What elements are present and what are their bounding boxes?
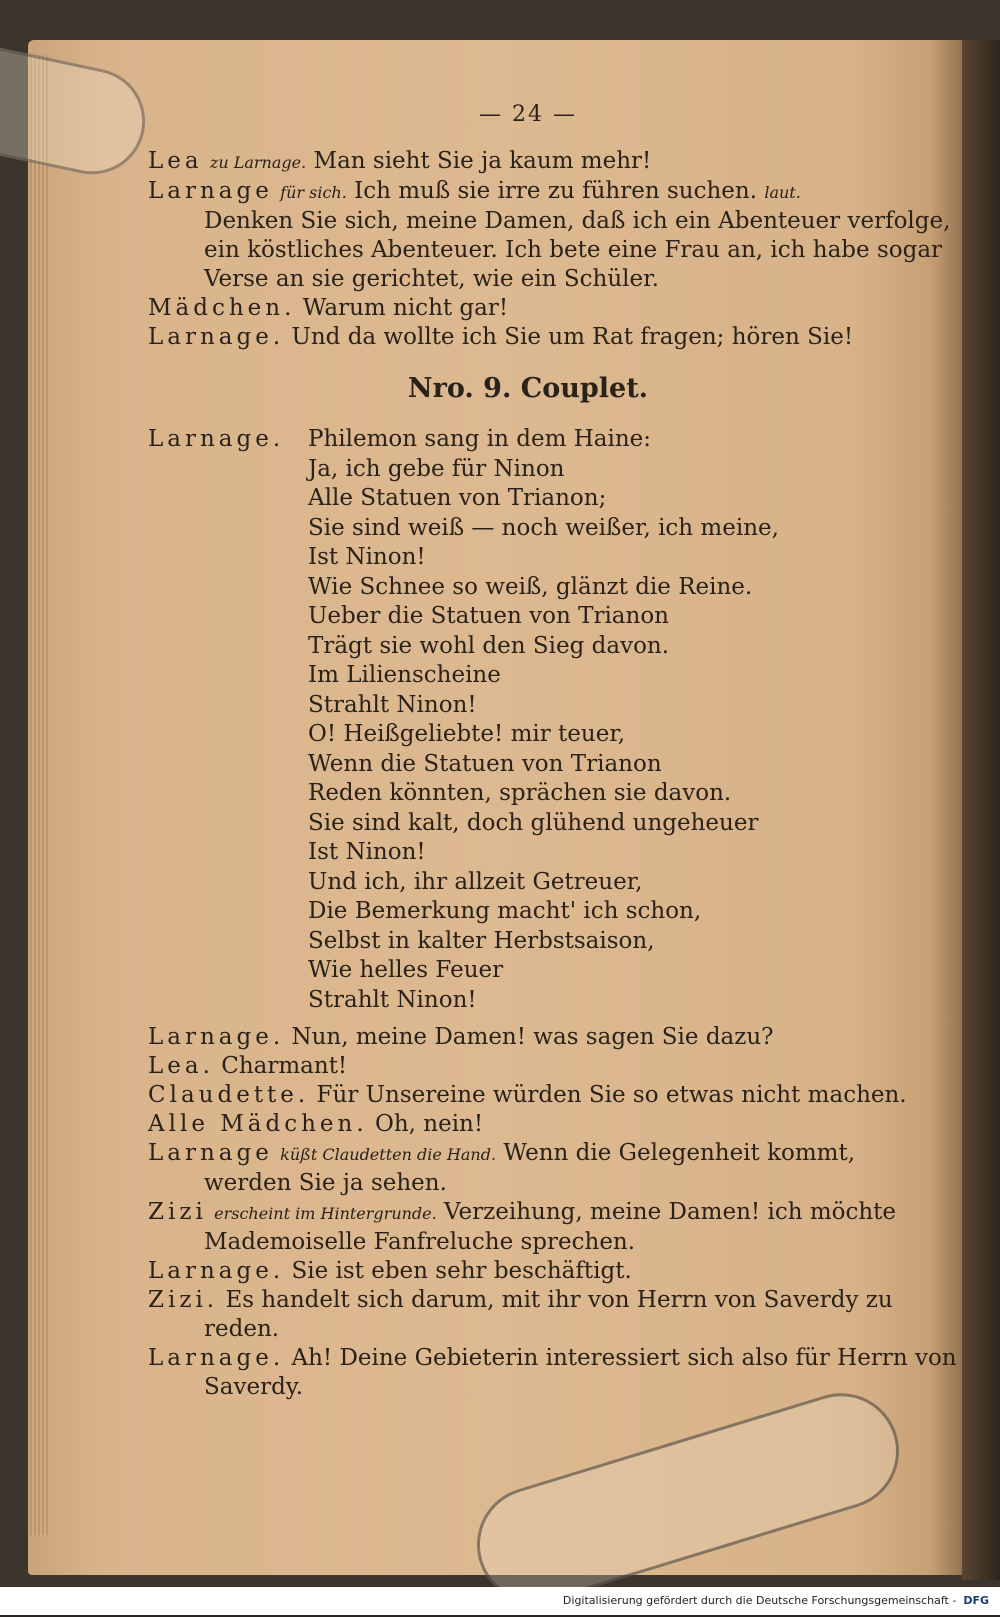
dialogue-continuation: Verse an sie gerichtet, wie ein Schüler. (148, 265, 908, 294)
verse-line: Sie sind kalt, doch glühend ungeheuer (308, 809, 908, 839)
verse-line: O! Heißgeliebte! mir teuer, (308, 720, 908, 750)
speaker: Claudette. (148, 1082, 309, 1108)
speaker: Mädchen. (148, 295, 295, 321)
speaker: Zizi. (148, 1287, 218, 1313)
dialogue-line (148, 1286, 908, 1315)
verse-line: Im Lilienscheine (308, 661, 908, 691)
dialogue-line (148, 294, 908, 323)
dialogue-line (148, 1081, 908, 1110)
stage-direction: für sich. (280, 183, 347, 202)
stage-direction: zu Larnage. (210, 153, 306, 172)
dialogue-text: Ich muß sie irre zu führen suchen. (354, 178, 757, 204)
dialogue-line (148, 1344, 908, 1373)
verse-line: Und ich, ihr allzeit Getreuer, (308, 868, 908, 898)
dialogue-line (148, 1052, 908, 1081)
post-song-dialogue (148, 1023, 908, 1402)
speaker: Larnage. (148, 1024, 284, 1050)
speaker: Larnage. (148, 1345, 284, 1371)
speaker: Zizi (148, 1199, 207, 1225)
dialogue-text: Charmant! (221, 1053, 347, 1079)
dialogue-line (148, 1257, 908, 1286)
dfg-logo: DFG (960, 1593, 992, 1608)
dialogue-line (148, 1023, 908, 1052)
pre-song-dialogue (148, 147, 908, 352)
speaker: Lea. (148, 1053, 214, 1079)
verse-line: Die Bemerkung macht' ich schon, (308, 897, 908, 927)
book-spine (962, 40, 1000, 1580)
dialogue-line (148, 147, 908, 177)
dialogue-text: Es handelt sich darum, mit ihr von Herrn von Saverdy zu (225, 1287, 892, 1313)
stage-direction: erscheint im Hintergrunde. (214, 1204, 437, 1223)
dialogue-text: Man sieht Sie ja kaum mehr! (314, 148, 652, 174)
dialogue-continuation: Denken Sie sich, meine Damen, daß ich ein Abenteuer verfolge, (148, 207, 908, 236)
dialogue-text: Für Unsereine würden Sie so etwas nicht machen. (317, 1082, 907, 1108)
song-title: Nro. 9. Couplet. (148, 374, 908, 403)
dialogue-line (148, 1198, 908, 1228)
dialogue-text: Oh, nein! (375, 1111, 483, 1137)
dialogue-text: Ah! Deine Gebieterin interessiert sich also für Herrn von (291, 1345, 956, 1371)
dialogue-line (148, 177, 908, 207)
verse-line: Alle Statuen von Trianon; (308, 484, 908, 514)
verse-line: Wie Schnee so weiß, glänzt die Reine. (308, 573, 908, 603)
dialogue-text: Warum nicht gar! (303, 295, 508, 321)
dialogue-text: Nun, meine Damen! was sagen Sie dazu? (291, 1024, 773, 1050)
speaker: Lea (148, 148, 203, 174)
song-verse-block (148, 425, 908, 1015)
verse-line: Wie helles Feuer (308, 956, 908, 986)
song-speaker: Larnage. (148, 425, 284, 454)
dialogue-continuation: Saverdy. (148, 1373, 908, 1402)
verse-line: Ist Ninon! (308, 543, 908, 573)
dialogue-line (148, 323, 908, 352)
page-number: — 24 — (148, 100, 908, 129)
verse-line: Selbst in kalter Herbstsaison, (308, 927, 908, 957)
dialogue-line (148, 1139, 908, 1169)
dialogue-continuation: Mademoiselle Fanfreluche sprechen. (148, 1228, 908, 1257)
dialogue-continuation: reden. (148, 1315, 908, 1344)
speaker: Larnage. (148, 1258, 284, 1284)
verse-line: Trägt sie wohl den Sieg davon. (308, 632, 908, 662)
stage-direction: küßt Claudetten die Hand. (280, 1145, 496, 1164)
dialogue-continuation: werden Sie ja sehen. (148, 1169, 908, 1198)
song-lyrics (148, 425, 908, 1015)
dialogue-text: Wenn die Gelegenheit kommt, (503, 1140, 855, 1166)
speaker: Larnage. (148, 324, 284, 350)
verse-line: Philemon sang in dem Haine: (308, 425, 908, 455)
verse-line: Strahlt Ninon! (308, 986, 908, 1016)
dialogue-line (148, 1110, 908, 1139)
dialogue-text: Verzeihung, meine Damen! ich möchte (444, 1199, 896, 1225)
verse-line: Wenn die Statuen von Trianon (308, 750, 908, 780)
dialogue-text: Sie ist eben sehr beschäftigt. (291, 1258, 631, 1284)
footer-text: Digitalisierung gefördert durch die Deutsche Forschungsgemeinschaft - (563, 1594, 956, 1607)
speaker: Larnage (148, 178, 273, 204)
dialogue-text: Und da wollte ich Sie um Rat fragen; hören Sie! (291, 324, 853, 350)
stage-direction: laut. (764, 183, 800, 202)
page-content (148, 100, 908, 1402)
speaker: Alle Mädchen. (148, 1111, 368, 1137)
speaker: Larnage (148, 1140, 273, 1166)
funding-footer (563, 1587, 992, 1613)
verse-line: Ist Ninon! (308, 838, 908, 868)
page-edges (30, 55, 48, 1535)
verse-line: Reden könnten, sprächen sie davon. (308, 779, 908, 809)
verse-line: Ueber die Statuen von Trianon (308, 602, 908, 632)
verse-line: Ja, ich gebe für Ninon (308, 455, 908, 485)
verse-line: Strahlt Ninon! (308, 691, 908, 721)
verse-line: Sie sind weiß — noch weißer, ich meine, (308, 514, 908, 544)
dialogue-continuation: ein köstliches Abenteuer. Ich bete eine Frau an, ich habe sogar (148, 236, 908, 265)
